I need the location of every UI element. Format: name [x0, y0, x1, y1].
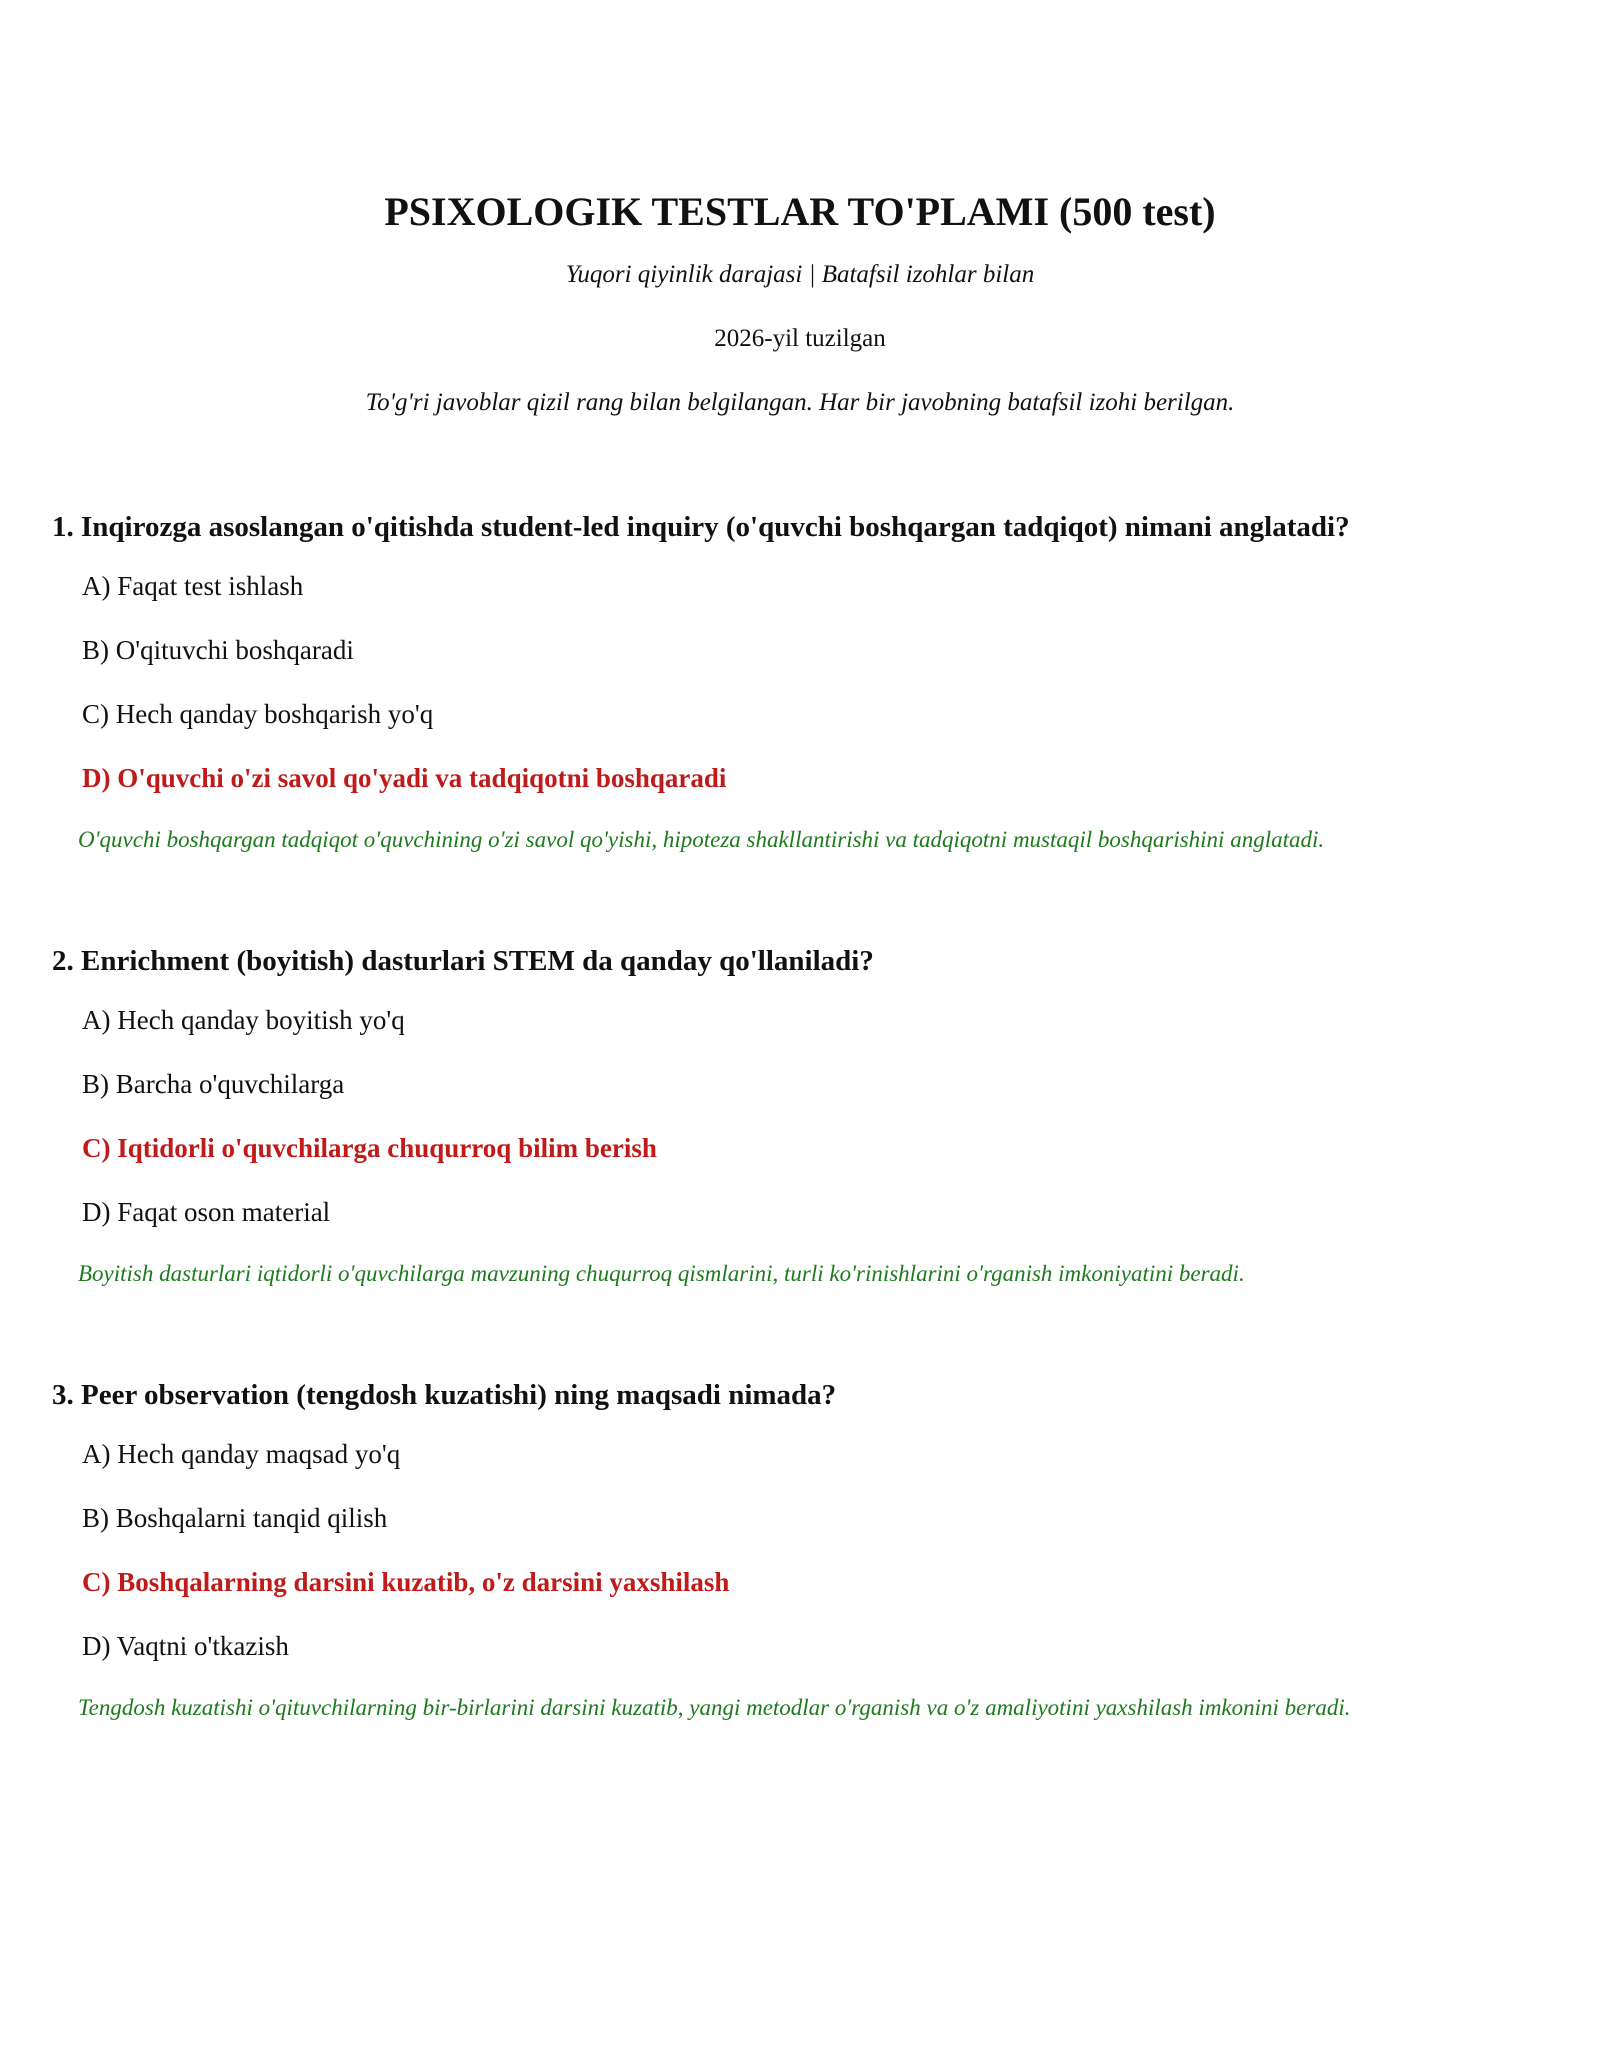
option-b: B) Barcha o'quvchilarga	[82, 1069, 345, 1099]
question-1	[52, 508, 1548, 856]
option-a: A) Hech qanday maqsad yo'q	[82, 1439, 401, 1469]
option-d: D) O'quvchi o'zi savol qo'yadi va tadqiqotni boshqaradi	[82, 763, 727, 793]
question-text: 2. Enrichment (boyitish) dasturlari STEM da qanday qo'llaniladi?	[52, 945, 874, 977]
document-subtitle: Yuqori qiyinlik darajasi | Batafsil izohlar bilan	[565, 261, 1035, 288]
option-a: A) Faqat test ishlash	[82, 571, 304, 601]
option-a: A) Hech qanday boyitish yo'q	[82, 1005, 405, 1035]
option-d: D) Faqat oson material	[82, 1197, 331, 1227]
answer-explanation: O'quvchi boshqargan tadqiqot o'quvchining o'zi savol qo'yishi, hipoteza shakllantirishi va tadqiqotni mustaqil boshqarishini anglatadi.	[78, 827, 1325, 852]
option-c: C) Iqtidorli o'quvchilarga chuqurroq bilim berish	[82, 1133, 657, 1163]
option-b: B) Boshqalarni tanqid qilish	[82, 1503, 388, 1533]
option-c: C) Hech qanday boshqarish yo'q	[82, 699, 434, 729]
question-2	[52, 942, 1548, 1290]
answer-explanation: Tengdosh kuzatishi o'qituvchilarning bir-birlarini darsini kuzatib, yangi metodlar o'rganish va o'z amaliyotini yaxshilash imkonini beradi.	[78, 1695, 1351, 1720]
option-c: C) Boshqalarning darsini kuzatib, o'z darsini yaxshilash	[82, 1567, 730, 1597]
question-text: 1. Inqirozga asoslangan o'qitishda student-led inquiry (o'quvchi boshqargan tadqiqot) nimani anglatadi?	[52, 511, 1350, 543]
question-list	[52, 508, 1548, 1724]
document-header	[52, 0, 1548, 420]
option-d: D) Vaqtni o'tkazish	[82, 1631, 289, 1661]
document-title: PSIXOLOGIK TESTLAR TO'PLAMI (500 test)	[384, 189, 1216, 234]
option-b: B) O'qituvchi boshqaradi	[82, 635, 354, 665]
document-year: 2026-yil tuzilgan	[714, 325, 886, 352]
document-note: To'g'ri javoblar qizil rang bilan belgilangan. Har bir javobning batafsil izohi berilgan.	[365, 389, 1235, 416]
answer-explanation: Boyitish dasturlari iqtidorli o'quvchilarga mavzuning chuqurroq qismlarini, turli ko'rinishlarini o'rganish imkoniyatini beradi.	[78, 1261, 1245, 1286]
question-text: 3. Peer observation (tengdosh kuzatishi) ning maqsadi nimada?	[52, 1379, 837, 1411]
question-3	[52, 1376, 1548, 1724]
